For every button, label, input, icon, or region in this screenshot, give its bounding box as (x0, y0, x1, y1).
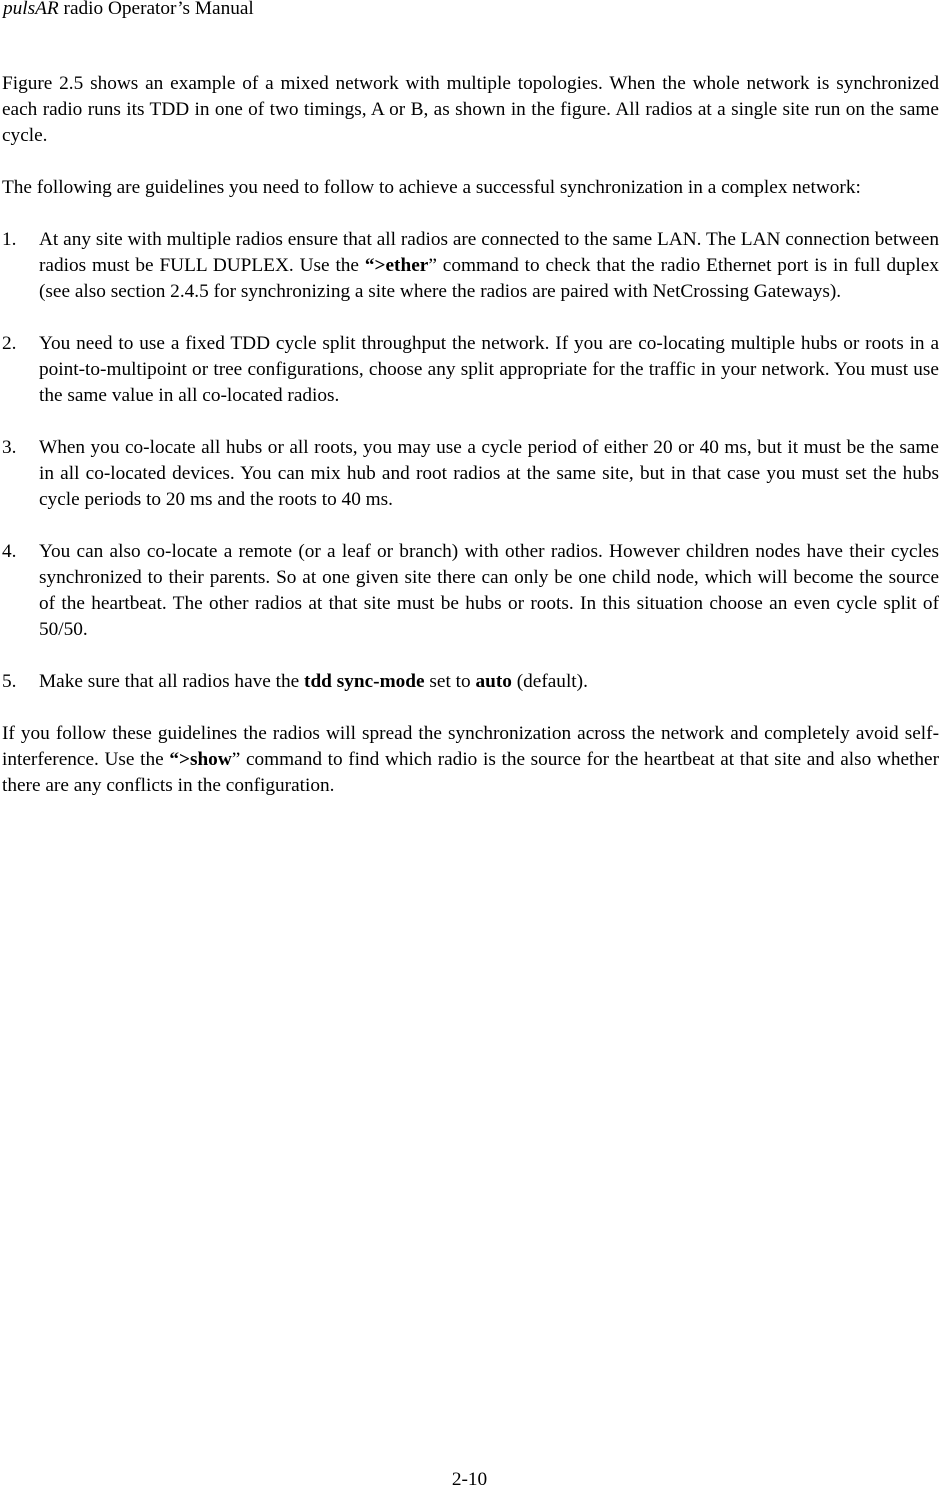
header-product-name: pulsAR (3, 0, 59, 19)
intro-paragraph: Figure 2.5 shows an example of a mixed network with multiple topologies. When the whole network is synchronized each radio runs its TDD in one of two timings, A or B, as shown in the figure. All radios at a single site run on the same cycle. (2, 73, 939, 146)
guideline-item-1 (2, 227, 939, 305)
guideline-text: set to (424, 671, 476, 692)
document-body (2, 71, 939, 825)
guideline-number: 1. (2, 229, 17, 250)
tdd-sync-mode-term: tdd sync-mode (304, 671, 425, 692)
guidelines-lead-in: The following are guidelines you need to follow to achieve a successful synchronization in a complex network: (2, 177, 861, 198)
guideline-item-5 (2, 669, 939, 695)
guideline-item-3 (2, 435, 939, 513)
guideline-text: (default). (511, 671, 588, 692)
guideline-item-4 (2, 539, 939, 643)
guideline-number: 2. (2, 333, 17, 354)
guideline-text: ” command to check that the radio Ethernet port is in full duplex (see also section 2.4.5 for synchronizing a site where the radios are paired with NetCrossing Gateways). (39, 255, 939, 302)
auto-value-term: auto (475, 671, 512, 692)
page-number: 2-10 (451, 1469, 488, 1490)
guideline-text: When you co-locate all hubs or all roots, you may use a cycle period of either 20 or 40 ms, but it must be the same in all co-located devices. You can mix hub and root radios at the same site, but in that case you must set the hubs cycle periods to 20 ms and the roots to 40 ms. (39, 437, 939, 510)
running-header (3, 0, 254, 21)
closing-text: ” command to find which radio is the source for the heartbeat at that site and also whether there are any conflicts in the configuration. (2, 749, 939, 796)
show-command: “>show (169, 749, 232, 770)
header-manual-title: radio Operator’s Manual (58, 0, 254, 19)
guideline-text: Make sure that all radios have the (39, 671, 305, 692)
guideline-text: You need to use a fixed TDD cycle split throughput the network. If you are co-locating multiple hubs or roots in a point-to-multipoint or tree configurations, choose any split appropriate for the traffic in your network. You must use the same value in all co-located radios. (39, 333, 939, 406)
guideline-number: 5. (2, 671, 17, 692)
guideline-text: You can also co-locate a remote (or a leaf or branch) with other radios. However children nodes have their cycles synchronized to their parents. So at one given site there can only be one child node, which will become the source of the heartbeat. The other radios at that site must be hubs or roots. In this situation choose an even cycle split of 50/50. (39, 541, 939, 640)
ether-command: “>ether (364, 255, 429, 276)
guideline-number: 4. (2, 541, 17, 562)
closing-text: If you follow these guidelines the radios will spread the synchronization across the network and completely avoid self-interference. Use the (2, 723, 939, 770)
closing-paragraph (2, 721, 939, 799)
guideline-text: At any site with multiple radios ensure that all radios are connected to the same LAN. The LAN connection between radios must be FULL DUPLEX. Use the (39, 229, 939, 276)
guideline-number: 3. (2, 437, 17, 458)
guideline-item-2 (2, 331, 939, 409)
guidelines-list (2, 227, 939, 695)
